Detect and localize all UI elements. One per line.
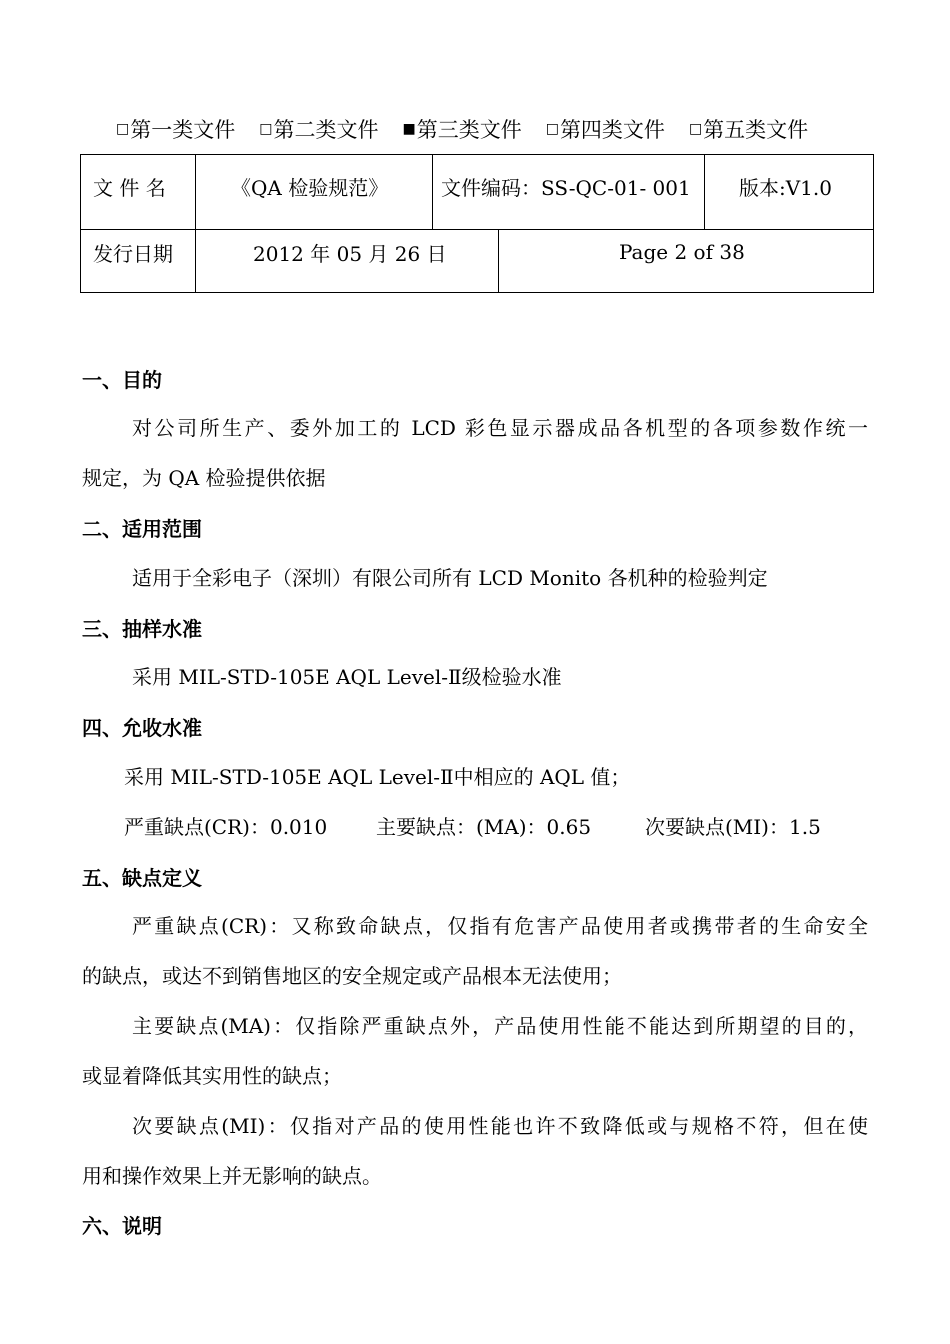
doc-class-3 — [402, 114, 521, 144]
doc-class-label: 第五类文件 — [703, 118, 809, 142]
section-title-defects: 五、缺点定义 — [82, 866, 202, 890]
purpose-text-line2: 规定，为 QA 检验提供依据 — [82, 466, 326, 490]
doc-class-label: 第四类文件 — [559, 118, 665, 142]
header-table — [80, 154, 874, 293]
defect-ma-line1: 主要缺点(MA)：仅指除严重缺点外，产品使用性能不能达到所期望的目的， — [132, 1014, 868, 1038]
checkbox-icon: □ — [688, 121, 703, 137]
file-code: 文件编码：SS-QC-01- 001 — [441, 175, 691, 200]
section-title-notes: 六、说明 — [82, 1214, 162, 1238]
table-divider — [81, 229, 873, 230]
issue-date-label: 发行日期 — [93, 241, 173, 266]
section-title-scope: 二、适用范围 — [82, 517, 202, 541]
scope-text: 适用于全彩电子（深圳）有限公司所有 LCD Monito 各机种的检验判定 — [132, 566, 768, 590]
acceptance-text: 采用 MIL-STD-105E AQL Level-Ⅱ中相应的 AQL 值； — [124, 765, 631, 789]
acceptance-cr: 严重缺点(CR)：0.010 — [124, 815, 328, 839]
doc-class-1 — [116, 114, 235, 144]
sampling-text: 采用 MIL-STD-105E AQL Level-Ⅱ级检验水准 — [132, 665, 562, 689]
defect-mi-line1: 次要缺点(MI)：仅指对产品的使用性能也许不致降低或与规格不符，但在使 — [132, 1114, 868, 1138]
doc-class-label: 第三类文件 — [416, 118, 522, 142]
table-divider — [704, 155, 705, 229]
section-title-acceptance: 四、允收水准 — [82, 716, 202, 740]
doc-class-4 — [546, 114, 665, 144]
table-divider — [498, 229, 499, 292]
section-title-purpose: 一、目的 — [82, 368, 162, 392]
doc-class-2 — [259, 114, 378, 144]
version: 版本:V1.0 — [739, 175, 832, 200]
checkbox-checked-icon: ■ — [402, 121, 416, 137]
defect-cr-line2: 的缺点，或达不到销售地区的安全规定或产品根本无法使用； — [82, 964, 622, 988]
doc-class-label: 第一类文件 — [130, 118, 236, 142]
checkbox-icon: □ — [259, 121, 273, 137]
acceptance-ma: 主要缺点：(MA)：0.65 — [376, 815, 592, 839]
section-title-sampling: 三、抽样水准 — [82, 617, 202, 641]
doc-class-5 — [689, 114, 808, 144]
page-number: Page 2 of 38 — [619, 240, 745, 264]
purpose-text-line1: 对公司所生产、委外加工的 LCD 彩色显示器成品各机型的各项参数作统一 — [132, 416, 868, 440]
defect-ma-line2: 或显着降低其实用性的缺点； — [82, 1064, 342, 1088]
doc-class-label: 第二类文件 — [273, 118, 379, 142]
acceptance-mi: 次要缺点(MI)：1.5 — [645, 815, 821, 839]
table-divider — [432, 155, 433, 229]
issue-date-value: 2012 年 05 月 26 日 — [253, 241, 447, 266]
checkbox-icon: □ — [545, 121, 559, 137]
document-class-row — [116, 114, 876, 144]
file-name-value: 《QA 检验规范》 — [231, 175, 389, 200]
file-name-label: 文 件 名 — [93, 175, 166, 200]
defect-cr-line1: 严重缺点(CR)：又称致命缺点，仅指有危害产品使用者或携带者的生命安全 — [132, 914, 868, 938]
checkbox-icon: □ — [116, 121, 130, 137]
table-divider — [195, 155, 196, 292]
defect-mi-line2: 用和操作效果上并无影响的缺点。 — [82, 1164, 382, 1188]
